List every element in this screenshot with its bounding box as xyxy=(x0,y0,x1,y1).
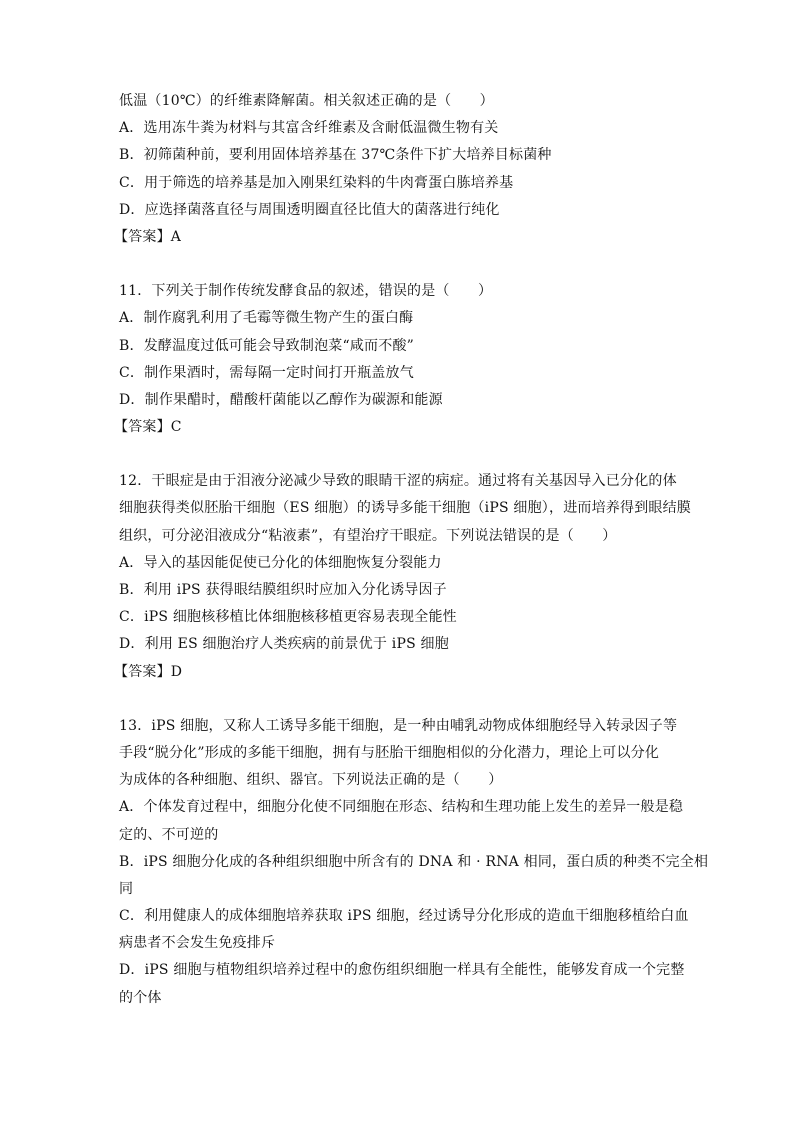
option-b: B．初筛菌种前，要利用固体培养基在 37℃条件下扩大培养目标菌种 xyxy=(119,147,552,164)
question-stem-line: 组织，可分泌泪液成分“粘液素”，有望治疗干眼症。下列说法错误的是（ ） xyxy=(119,527,617,544)
option-a: A．个体发育过程中，细胞分化使不同细胞在形态、结构和生理功能上发生的差异一般是稳 xyxy=(119,799,684,816)
option-c-continued: 病患者不会发生免疫排斥 xyxy=(119,935,276,952)
option-a-continued: 定的、不可逆的 xyxy=(119,826,219,843)
option-d: D．iPS 细胞与植物组织培养过程中的愈伤组织细胞一样具有全能性，能够发育成一个完整 xyxy=(119,962,685,979)
question-12 xyxy=(114,468,691,686)
option-a: A．选用冻牛粪为材料与其富含纤维素及含耐低温微生物有关 xyxy=(119,120,499,137)
question-10 xyxy=(114,88,679,251)
option-b: B．iPS 细胞分化成的各种组织细胞中所含有的 DNA 和 · RNA 相同，蛋白质的种类不完全相 xyxy=(119,853,709,870)
option-b: B．利用 iPS 获得眼结膜组织时应加入分化诱导因子 xyxy=(119,582,447,598)
question-11 xyxy=(114,278,679,441)
option-d: D．利用 ES 细胞治疗人类疾病的前景优于 iPS 细胞 xyxy=(119,636,449,653)
question-13 xyxy=(119,713,709,1012)
option-a: A．制作腐乳利用了毛霉等微生物产生的蛋白酶 xyxy=(119,310,414,327)
question-stem-line: 手段“脱分化”形成的多能干细胞，拥有与胚胎干细胞相似的分化潜力，理论上可以分化 xyxy=(119,744,660,761)
answer-label: 【答案】C xyxy=(114,419,182,436)
question-stem-line: 11．下列关于制作传统发酵食品的叙述，错误的是（ ） xyxy=(119,283,493,300)
question-stem-line: 12．干眼症是由于泪液分泌减少导致的眼睛干涩的病症。通过将有关基因导入已分化的体 xyxy=(119,473,677,490)
question-stem-line: 为成体的各种细胞、组织、器官。下列说法正确的是（ ） xyxy=(119,772,503,789)
question-stem-line: 低温（10℃）的纤维素降解菌。相关叙述正确的是（ ） xyxy=(119,93,494,109)
question-stem-line: 13．iPS 细胞，又称人工诱导多能干细胞，是一种由哺乳动物成体细胞经导入转录因子等 xyxy=(119,717,678,734)
option-b: B．发酵温度过低可能会导致制泡菜“咸而不酸” xyxy=(119,337,415,354)
option-d: D．应选择菌落直径与周围透明圈直径比值大的菌落进行纯化 xyxy=(119,201,500,218)
option-b-continued: 同 xyxy=(119,880,134,897)
option-c: C．利用健康人的成体细胞培养获取 iPS 细胞，经过诱导分化形成的造血干细胞移植给白血 xyxy=(119,908,689,925)
question-stem-line: 细胞获得类似胚胎干细胞（ES 细胞）的诱导多能干细胞（iPS 细胞），进而培养得到眼结膜 xyxy=(119,500,691,517)
answer-label: 【答案】D xyxy=(114,663,183,680)
question-list xyxy=(114,88,709,1039)
option-c: C．用于筛选的培养基是加入刚果红染料的牛肉膏蛋白胨培养基 xyxy=(119,174,514,191)
option-c: C．制作果酒时，需每隔一定时间打开瓶盖放气 xyxy=(119,364,414,381)
option-d: D．制作果醋时，醋酸杆菌能以乙醇作为碳源和能源 xyxy=(119,391,443,408)
answer-label: 【答案】A xyxy=(114,228,182,245)
option-a: A．导入的基因能促使已分化的体细胞恢复分裂能力 xyxy=(119,554,442,571)
option-c: C．iPS 细胞核移植比体细胞核移植更容易表现全能性 xyxy=(119,609,457,626)
option-d-continued: 的个体 xyxy=(119,989,162,1006)
